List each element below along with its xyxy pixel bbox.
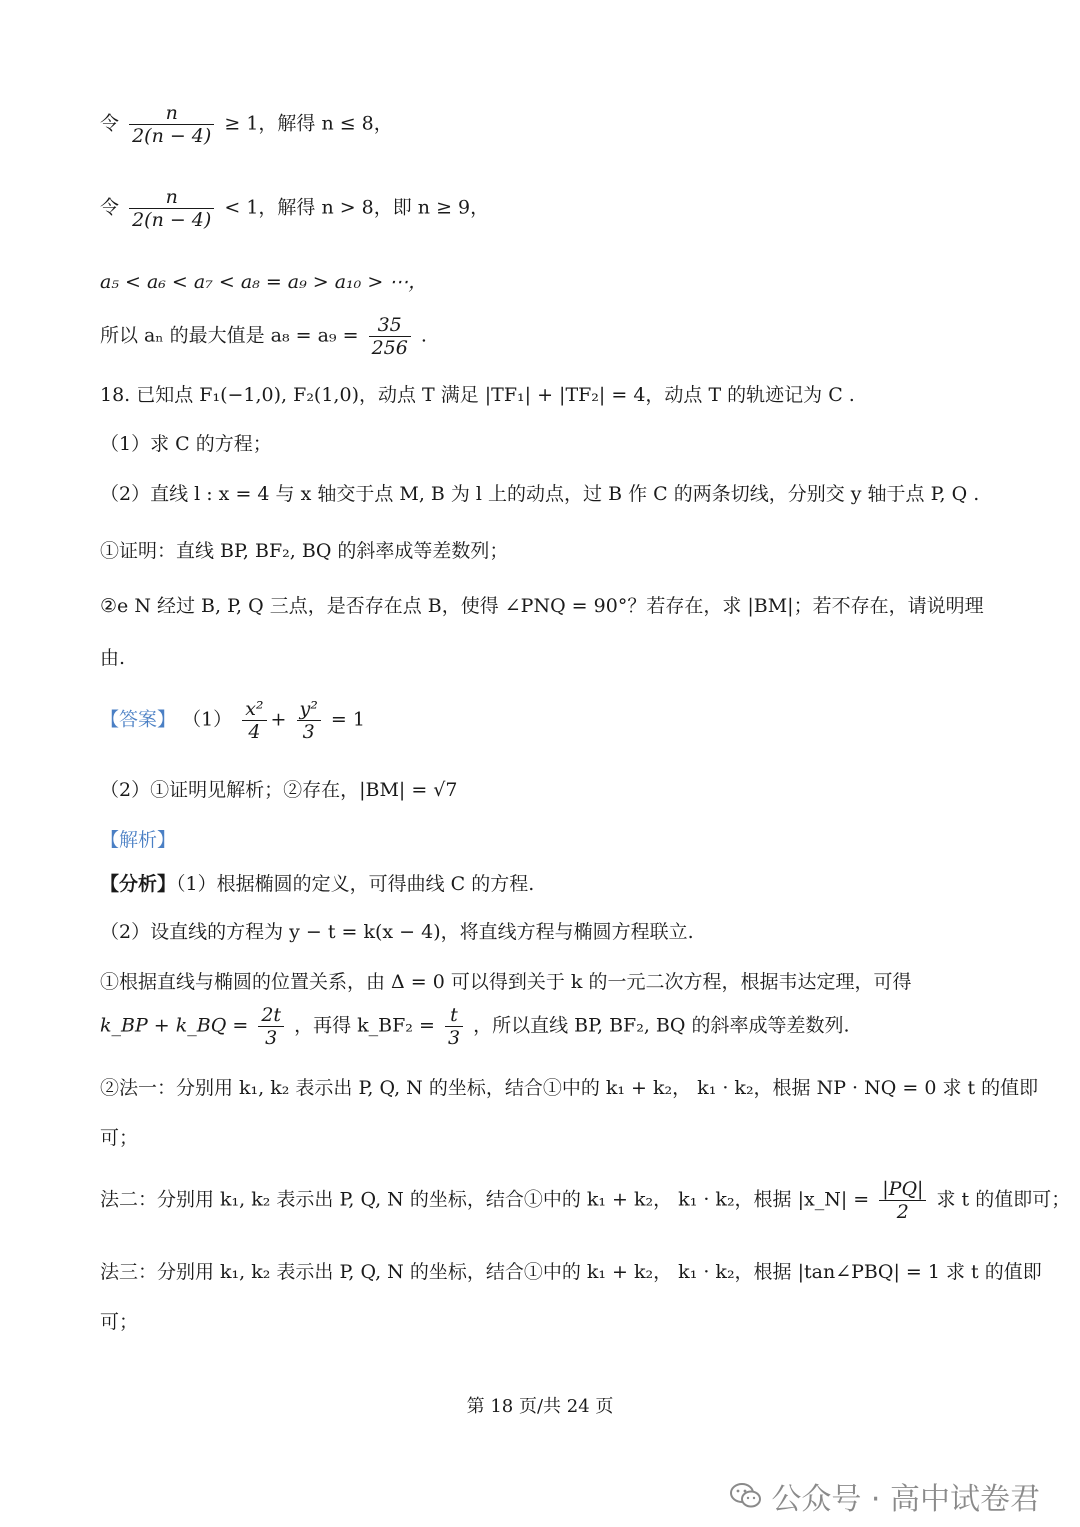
denominator: 2 (896, 1201, 909, 1223)
text: 令 (100, 112, 120, 135)
answer-line-2: （2）①证明见解析；②存在，|BM| = √7 (100, 779, 458, 801)
text: 令 (100, 196, 120, 219)
text: ，所以直线 BP, BF₂, BQ 的斜率成等差数列. (473, 1014, 850, 1037)
denominator: 2(n − 4) (132, 209, 212, 231)
denominator: 2(n − 4) (132, 125, 212, 147)
text: ≥ 1，解得 n ≤ 8， (224, 112, 393, 135)
numerator: n (129, 186, 214, 209)
numerator: |PQ| (879, 1178, 926, 1201)
numerator: y² (297, 698, 321, 721)
fraction (445, 1004, 463, 1049)
line-inequality-1 (100, 102, 984, 147)
text: 求 t 的值即可； (936, 1188, 1071, 1211)
denominator: 3 (302, 721, 315, 743)
analysis-tag: 【解析】 (100, 829, 177, 851)
fraction (297, 698, 321, 743)
line-max-value (100, 314, 984, 359)
wechat-icon (729, 1482, 763, 1510)
fraction (879, 1178, 926, 1223)
answer-tag: 【答案】 (100, 708, 177, 731)
denominator: 256 (371, 337, 408, 359)
numerator: t (445, 1004, 463, 1027)
analysis-subtag: 【分析】 (100, 873, 177, 895)
text: = 1 (330, 708, 365, 731)
question-18-part-2b: ②e N 经过 B, P, Q 三点，是否存在点 B，使得 ∠PNQ = 90°？若存在，求 |BM|；若不存在，请说明理 (100, 595, 984, 617)
text: 法二：分别用 k₁, k₂ 表示出 P, Q, N 的坐标，结合①中的 k₁ + k₂， k₁ · k₂，根据 |x_N| = (100, 1188, 870, 1211)
fraction (258, 1004, 284, 1049)
question-18-stem: 18. 已知点 F₁(−1,0), F₂(1,0)，动点 T 满足 |TF₁| + |TF₂| = 4，动点 T 的轨迹记为 C . (100, 384, 855, 406)
method-1-line-1: ②法一：分别用 k₁, k₂ 表示出 P, Q, N 的坐标，结合①中的 k₁ + k₂， k₁ · k₂，根据 NP · NQ = 0 求 t 的值即 (100, 1077, 1039, 1099)
analysis-line-4 (100, 1004, 984, 1049)
analysis-line-1 (100, 870, 984, 898)
text: < 1，解得 n > 8，即 n ≥ 9， (224, 196, 490, 219)
text: （1） (182, 708, 233, 731)
question-18-part-2b-cont: 由. (100, 647, 126, 669)
answer-line-1: 【答案】 （1） $\frac{\text{x²}}{4}$ + $\frac{\text{y²}}{3}$ = 1 (100, 698, 365, 743)
fraction (129, 186, 214, 231)
method-2-line (100, 1178, 1071, 1223)
numerator: 35 (369, 314, 411, 337)
analysis-line-2: （2）设直线的方程为 y − t = k(x − 4)，将直线方程与椭圆方程联立. (100, 921, 694, 943)
method-1-line-2: 可； (100, 1127, 139, 1149)
analysis-line-3: ①根据直线与椭圆的位置关系，由 Δ = 0 可以得到关于 k 的一元二次方程，根据韦达定理，可得 (100, 971, 912, 993)
fraction (129, 102, 214, 147)
method-3-line-1: 法三：分别用 k₁, k₂ 表示出 P, Q, N 的坐标，结合①中的 k₁ + k₂， k₁ · k₂，根据 |tan∠PBQ| = 1 求 t 的值即 (100, 1261, 1042, 1283)
question-18-part-2a: ①证明：直线 BP, BF₂, BQ 的斜率成等差数列； (100, 540, 509, 562)
denominator: 4 (248, 721, 261, 743)
numerator: 2t (258, 1004, 284, 1027)
text: k_BP + k_BQ = (100, 1014, 249, 1037)
watermark (729, 1474, 1040, 1518)
text: 所以 aₙ 的最大值是 a₈ = a₉ = (100, 324, 359, 347)
watermark-text: 公众号 · 高中试卷君 (771, 1482, 1040, 1517)
question-18-part-1: （1）求 C 的方程； (100, 433, 272, 455)
denominator: 3 (265, 1027, 278, 1049)
numerator: n (129, 102, 214, 125)
question-18-part-2: （2）直线 l : x = 4 与 x 轴交于点 M, B 为 l 上的动点，过 B 作 C 的两条切线，分别交 y 轴于点 P, Q . (100, 483, 980, 505)
text: ，再得 k_BF₂ = (294, 1014, 435, 1037)
fraction (369, 314, 411, 359)
page-footer: 第 18 页/共 24 页 (466, 1396, 614, 1417)
line-inequality-2 (100, 186, 984, 231)
fraction (242, 698, 266, 743)
method-3-line-2: 可； (100, 1311, 139, 1333)
line-sequence-order: a₅ < a₆ < a₇ < a₈ = a₉ > a₁₀ > ⋯， (100, 271, 428, 293)
text: . (420, 324, 427, 347)
numerator: x² (242, 698, 266, 721)
text: （1）根据椭圆的定义，可得曲线 C 的方程. (176, 873, 535, 895)
denominator: 3 (447, 1027, 461, 1049)
